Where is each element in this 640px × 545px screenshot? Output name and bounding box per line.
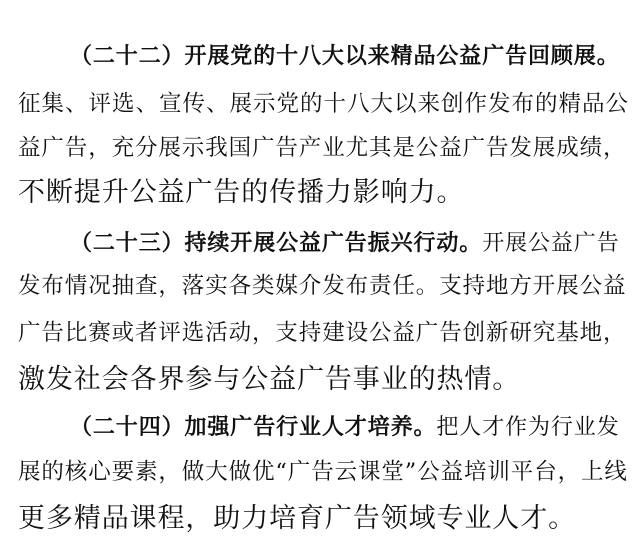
section-23-heading: （二十三）持续开展公益广告振兴行动。 (70, 230, 483, 256)
body-text: 广告比赛或者评选活动，支持建设公益广告创新研究基地， (18, 320, 627, 346)
section-23-body-line-2 (18, 311, 626, 355)
section-23-body-line-1 (18, 264, 626, 308)
body-text: 发布情况抽查，落实各类媒介发布责任。支持地方开展公益 (18, 273, 627, 299)
section-23-heading-line (70, 221, 620, 265)
section-22-heading: （二十二）开展党的十八大以来精品公益广告回顾展。 (70, 43, 620, 69)
section-24-heading-tail: 把人才作为行业发 (436, 415, 620, 440)
section-22-body-line-1 (18, 82, 629, 126)
body-text: 激发社会各界参与公益广告事业的热情。 (18, 364, 521, 395)
body-text: 不断提升公益广告的传播力影响力。 (18, 177, 465, 208)
section-22-body-line-2 (18, 126, 626, 170)
section-22-heading-line (70, 34, 620, 78)
section-23-body-line-3 (18, 358, 520, 402)
body-text: 展的核心要素，做大做优“广告云课堂”公益培训平台，上线 (18, 459, 628, 485)
body-text: 征集、评选、宣传、展示党的十八大以来创作发布的精品公 (18, 91, 630, 117)
section-24-body-line-2 (18, 497, 576, 541)
section-24-body-line-1 (18, 450, 628, 494)
section-23-heading-tail: 开展公益广告 (482, 231, 620, 256)
section-22-body-line-3 (18, 171, 464, 215)
section-24-heading: （二十四）加强广告行业人才培养。 (70, 414, 437, 440)
body-text: 益广告，充分展示我国广告产业尤其是公益广告发展成绩， (18, 135, 627, 161)
section-24-heading-line (70, 405, 620, 449)
body-text: 更多精品课程，助力培育广告领域专业人才。 (18, 503, 576, 534)
